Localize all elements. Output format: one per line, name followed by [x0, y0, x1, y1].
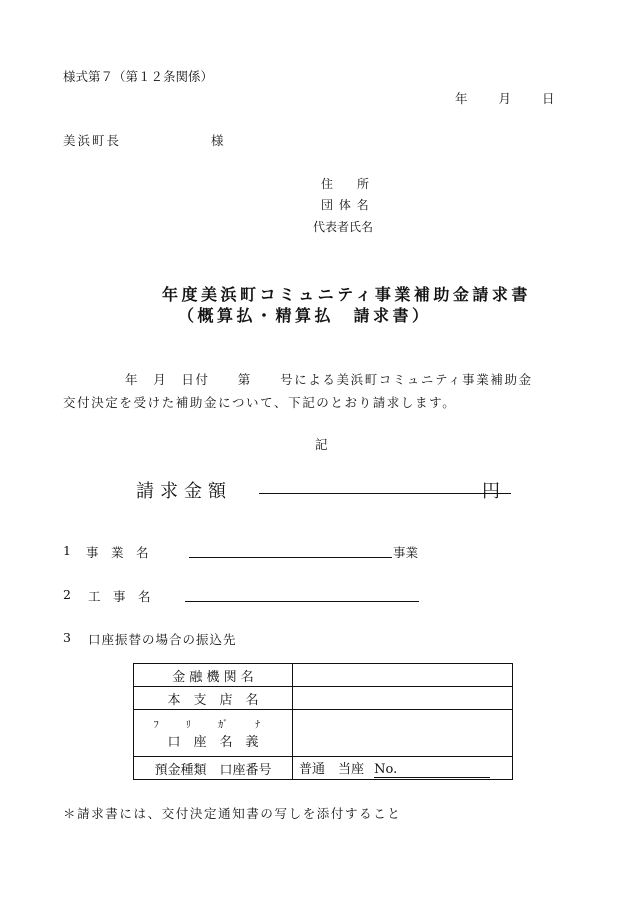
project-name-field[interactable]	[189, 557, 392, 558]
title-line2: （概算払・精算払 請求書）	[178, 306, 432, 325]
branch-label: 本 支 店 名	[134, 687, 293, 710]
deposit-options: 普通 当座	[299, 762, 365, 777]
amount-label: 請求金額	[136, 481, 232, 502]
account-number-field[interactable]	[374, 763, 490, 778]
amount-unit: 円	[482, 481, 500, 502]
item3-number: 3	[63, 630, 71, 645]
org-label: 団 体 名	[321, 198, 370, 212]
branch-field[interactable]	[293, 687, 513, 710]
work-name-field[interactable]	[185, 601, 419, 602]
item1-suffix: 事業	[393, 545, 419, 560]
title-line1: 年度美浜町コミュニティ事業補助金請求書	[162, 285, 531, 304]
item3-label: 口座振替の場合の振込先	[88, 632, 237, 647]
account-no-label: No.	[374, 762, 398, 777]
item1-label: 事 業 名	[86, 545, 149, 560]
body-line1: 年 月 日付 第 号による美浜町コミュニティ事業補助金	[125, 372, 533, 387]
holder-label: 口 座 名 義	[167, 735, 259, 750]
recipient-name: 美浜町長	[63, 133, 122, 148]
table-row	[134, 757, 513, 780]
institution-label: 金 融 機 関 名	[134, 664, 293, 687]
ki-marker: 記	[315, 437, 328, 452]
attachment-note: ＊請求書には、交付決定通知書の写しを添付すること	[63, 806, 402, 821]
body-line2: 交付決定を受けた補助金について、下記のとおり請求します。	[63, 395, 457, 410]
address-label: 住 所	[321, 177, 370, 191]
date-line: 年 月 日	[455, 91, 557, 106]
form-number: 様式第７（第１２条関係）	[63, 69, 214, 84]
table-row	[134, 710, 513, 757]
recipient-honorific: 様	[211, 133, 224, 148]
deposit-label: 預金種類 口座番号	[134, 757, 293, 780]
holder-field[interactable]	[293, 710, 513, 757]
bank-account-table	[133, 663, 513, 780]
deposit-field[interactable]	[293, 757, 513, 780]
furigana-label: ﾌ ﾘ ｶﾞ ﾅ	[153, 720, 273, 731]
table-row	[134, 664, 513, 687]
holder-label-cell	[134, 710, 293, 757]
amount-field[interactable]	[259, 493, 511, 494]
institution-field[interactable]	[293, 664, 513, 687]
item2-number: 2	[63, 587, 71, 602]
item2-label: 工 事 名	[88, 589, 151, 604]
rep-label: 代表者氏名	[313, 220, 374, 234]
item1-number: 1	[63, 543, 71, 558]
table-row	[134, 687, 513, 710]
